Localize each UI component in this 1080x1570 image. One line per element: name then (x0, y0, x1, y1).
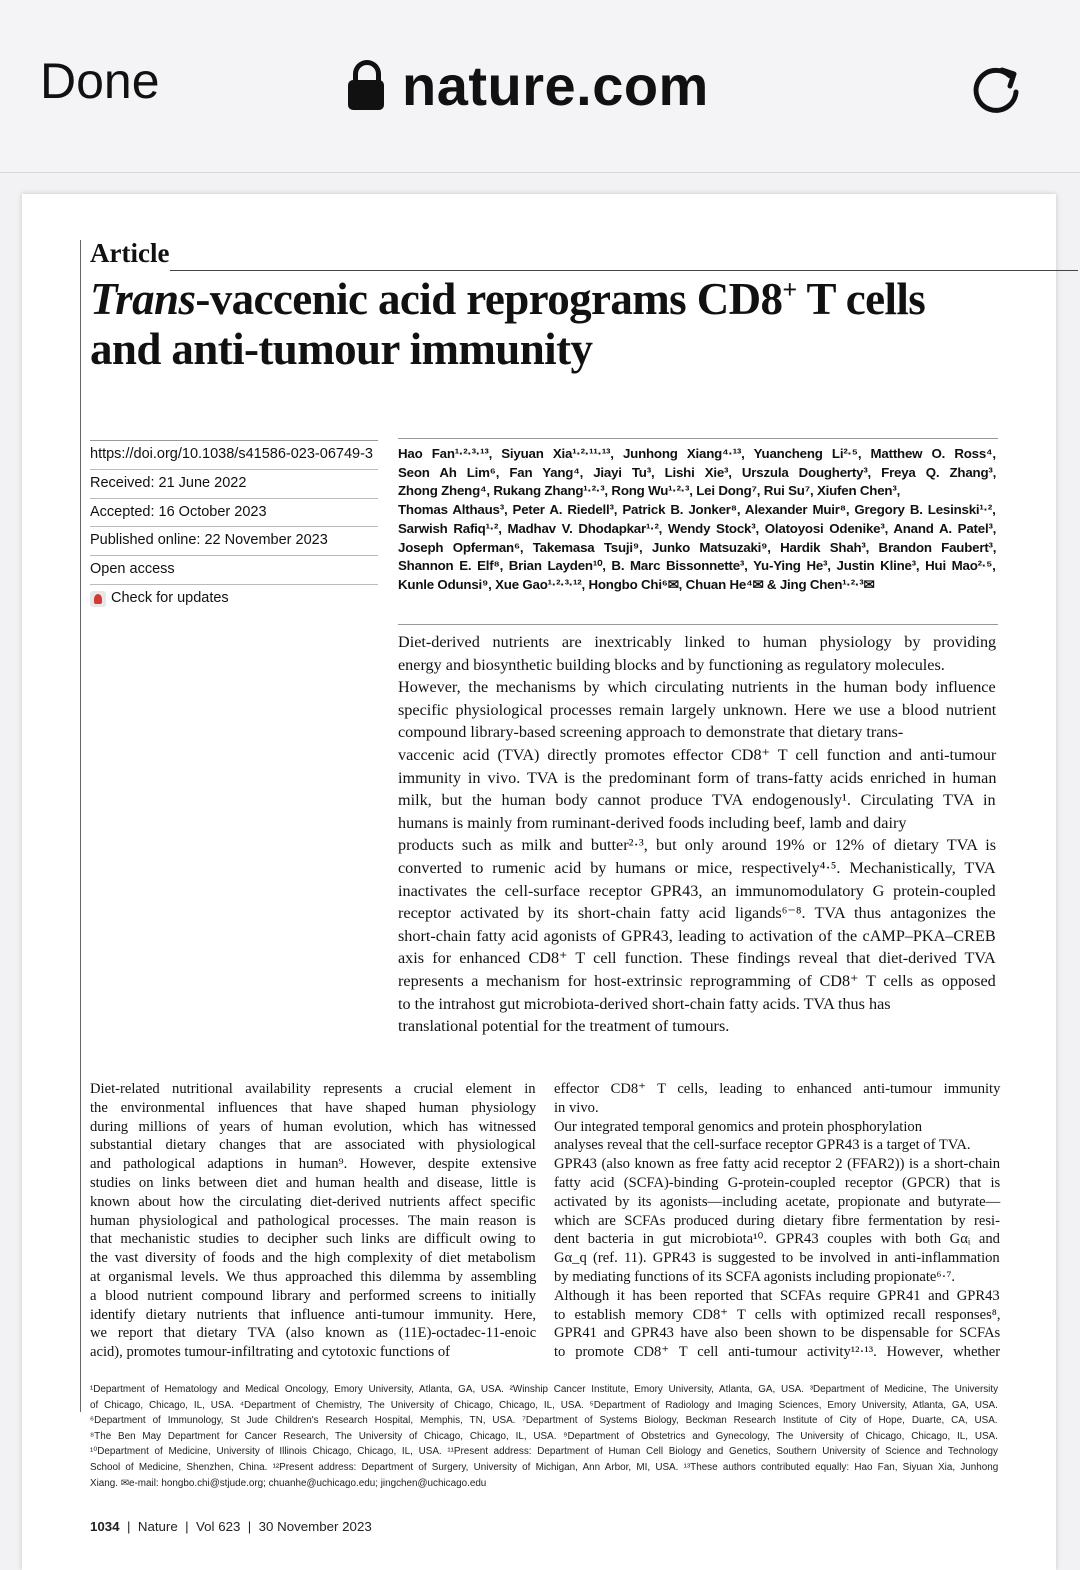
body-text-line: and pathological adaptions in human⁹. However, despite extensive (90, 1156, 537, 1173)
issue-date: 30 November 2023 (258, 1519, 372, 1534)
crossmark-icon (90, 591, 106, 607)
abstract-line: specific physiological processes remain largely unknown. Here we use a blood nutrient (398, 700, 997, 719)
address-bar[interactable] (348, 50, 709, 120)
body-text-line: analyses reveal that the cell-surface receptor GPR43 is a target of TVA. (554, 1137, 971, 1154)
body-column-1 (90, 1080, 536, 1362)
body-text-line: GPR41 and GPR43 have also been shown to be dispensable for SCFAs (554, 1325, 1001, 1342)
check-for-updates-link[interactable] (90, 584, 378, 613)
body-text-line: the vast diversity of foods and the high complexity of diet metabolism (90, 1250, 536, 1267)
body-text-line: a blood nutrient compound library and performed screens to initially (90, 1287, 537, 1304)
body-text-line: at organismal levels. We thus approached this dilemma by assembling (90, 1268, 537, 1285)
body-text-line: acid), promotes tumour-infiltrating and cytotoxic functions of (90, 1344, 451, 1361)
lock-icon (348, 60, 384, 110)
done-button[interactable]: Done (40, 53, 160, 109)
body-text-line: studies on links between diet and human health and disease, little is (90, 1174, 536, 1191)
article-metadata (90, 440, 378, 613)
open-access-label: Open access (90, 555, 378, 584)
page-footer: 1034 | Nature | Vol 623 | 30 November 2023 (90, 1519, 372, 1534)
body-text-line: human physiological and pathological processes. The main reason is (90, 1212, 536, 1229)
abstract-line: short-chain fatty acid agonists of GPR43, leading to activation of the cAMP–PKA–CREB (398, 926, 996, 945)
body-text-line: to promote CD8⁺ T cell anti-tumour activity¹²·¹³. However, whether (554, 1344, 1001, 1361)
body-text-line: known about how the circulating diet-derived nutrients affect specific (90, 1193, 536, 1210)
abstract-line: axis for enhanced CD8⁺ T cell function. These findings reveal that diet-derived TVA (398, 949, 996, 968)
affiliations-footnotes (90, 1382, 1000, 1491)
body-text-line: Although it has been reported that SCFAs require GPR41 and GPR43 (554, 1287, 1000, 1304)
body-text-line: substantial dietary changes that are associated with physiological (90, 1137, 536, 1154)
footnote-line: ⁶Department of Immunology, St Jude Children's Research Hospital, Memphis, TN, USA. ⁷Department of Systems Biology, Beckman Research Institute of City of Hope, Duarte, CA, USA. (90, 1415, 998, 1427)
volume: Vol 623 (196, 1519, 241, 1534)
abstract-line: represents a mechanism for host-extrinsic reprogramming of CD8⁺ T cells as opposed (398, 971, 996, 990)
abstract-line: converted to rumenic acid by humans or mice, respectively⁴·⁵. Mechanistically, TVA (398, 858, 996, 877)
author-line: Hao Fan¹·²·³·¹³, Siyuan Xia¹·²·¹¹·¹³, Junhong Xiang⁴·¹³, Yuancheng Li²·⁵, Matthew O. Ross⁴, (398, 446, 996, 461)
abstract-line: to the intrahost gut microbiota-derived short-chain fatty acids. TVA thus has (398, 994, 891, 1013)
body-text-line: identify dietary nutrients that influence anti-tumour immunity. Here, (90, 1306, 537, 1323)
pdf-page[interactable] (22, 194, 1056, 1570)
published-date: Published online: 22 November 2023 (90, 526, 378, 555)
footnote-line: School of Medicine, Shenzhen, China. ¹²Present address: Department of Surgery, University of Michigan, Ann Arbor, MI, USA. ¹³These authors contributed equally: Hao Fan, Siyuan Xia, Junhong (90, 1461, 999, 1473)
abstract-line: immunity in vivo. TVA is the predominant form of trans-fatty acids enriched in human (398, 768, 997, 787)
body-text-line: Our integrated temporal genomics and protein phosphorylation (554, 1118, 922, 1135)
check-updates-label: Check for updates (111, 589, 229, 606)
journal-name: Nature (137, 1519, 178, 1534)
body-text-line: effector CD8⁺ T cells, leading to enhanced anti-tumour immunity (554, 1081, 1001, 1097)
abstract-line: inactivates the cell-surface receptor GPR43, an immunomodulatory G protein-coupled (398, 881, 996, 900)
doi-link[interactable]: https://doi.org/10.1038/s41586-023-06749-3 (90, 440, 378, 469)
body-text-line: dent bacteria in gut microbiota¹⁰. GPR43 couples with both Gαᵢ and (554, 1231, 1000, 1248)
body-text-line: the environmental influences that have shaped human physiology (90, 1099, 537, 1116)
page-number: 1034 (90, 1519, 120, 1534)
author-line: Zhong Zheng⁴, Rukang Zhang¹·²·³, Rong Wu¹·²·³, Lei Dong⁷, Rui Su⁷, Xiufen Chen³, (398, 483, 901, 499)
author-line: Thomas Althaus³, Peter A. Riedell³, Patrick B. Jonker⁸, Alexander Muir⁸, Gregory B. Lesinski¹·², (398, 502, 996, 518)
abstract-line: translational potential for the treatment of tumours. (398, 1017, 730, 1036)
author-line: Sarwish Rafiq¹·², Madhav V. Dhodapkar¹·², Wendy Stock³, Olatoyosi Odenike³, Anand A. Patel³, (398, 520, 997, 536)
title-sup: + (782, 275, 797, 304)
body-text-line: during millions of years of human evolution, which has witnessed (90, 1118, 537, 1135)
body-text-line: Gα_q (ref. 11). GPR43 is suggested to be involved in anti-inflammation (554, 1250, 1000, 1267)
author-line: Kunle Odunsi⁹, Xue Gao¹·²·³·¹², Hongbo Chi⁶✉, Chuan He⁴✉ & Jing Chen¹·²·³✉ (398, 576, 875, 592)
url-text: nature.com (402, 53, 709, 117)
accepted-date: Accepted: 16 October 2023 (90, 498, 378, 527)
abstract-line: vaccenic acid (TVA) directly promotes effector CD8⁺ T cell function and anti-tumour (398, 745, 997, 764)
title-line1-end: T cells (796, 274, 926, 324)
author-line: Shannon E. Elf⁸, Brian Layden¹⁰, B. Marc Bissonnette³, Yu-Ying He³, Justin Kline³, Hui Mao²·⁵, (398, 558, 996, 574)
footnote-line: of Chicago, Chicago, IL, USA. ⁴Department of Chemistry, The University of Chicago, Chicago, IL, USA. ⁵Department of Radiology and Imaging Sciences, Emory University, Atlanta, GA, USA. (90, 1399, 998, 1411)
footnote-line: Xiang. ✉e-mail: hongbo.chi@stjude.org; chuanhe@uchicago.edu; jingchen@uchicago.edu (90, 1477, 487, 1489)
abstract-line: compound library-based screening approach to demonstrate that dietary trans- (398, 723, 904, 742)
author-list (398, 438, 998, 595)
abstract-line: Diet-derived nutrients are inextricably linked to human physiology by providing (398, 633, 997, 651)
footnote-line: ⁸The Ben May Department for Cancer Research, The University of Chicago, Chicago, IL, USA. ⁹Department of Obstetrics and Gynecology, The University of Chicago, Chicago, IL, USA. (90, 1430, 998, 1442)
abstract-line: energy and biosynthetic building blocks and by functioning as regulatory molecules. (398, 655, 945, 674)
author-line: Joseph Opferman⁶, Takemasa Tsuji⁹, Junko Matsuzaki⁹, Hardik Shah³, Brandon Faubert³, (398, 539, 997, 555)
body-text-line: we report that dietary TVA (also known as (11E)-octadec-11-enoic (90, 1325, 537, 1342)
abstract-line: humans is mainly from ruminant-derived foods including beef, lamb and dairy (398, 813, 907, 832)
body-text-line: to establish memory CD8⁺ T cells with optimized recall responses⁸, (554, 1306, 1001, 1323)
body-text-line: in vivo. (554, 1099, 599, 1116)
article-title (90, 274, 1030, 374)
header-rule (170, 270, 1078, 271)
abstract (398, 624, 998, 1038)
received-date: Received: 21 June 2022 (90, 469, 378, 498)
footnote-line: ¹Department of Hematology and Medical Oncology, Emory University, Atlanta, GA, USA. ²Winship Cancer Institute, Emory University, Atlanta, GA, USA. ³Department of Medicine, The University (90, 1384, 999, 1395)
title-italic: Trans (90, 274, 196, 324)
browser-toolbar (0, 0, 1080, 173)
body-text-line: fatty acid (SCFA)-binding G-protein-coupled receptor (GPCR) that is (554, 1174, 1001, 1191)
title-line1: -vaccenic acid reprograms CD8 (195, 274, 783, 324)
title-line2: and anti-tumour immunity (90, 324, 593, 374)
abstract-line: products such as milk and butter²·³, but only around 19% or 12% of dietary TVA is (398, 836, 997, 855)
footnote-line: ¹⁰Department of Medicine, University of Illinois Chicago, Chicago, IL, USA. ¹¹Present address: Department of Human Cell Biology and Genetics, Southern University of Science and Technology (90, 1446, 998, 1458)
reload-icon[interactable] (966, 60, 1026, 120)
author-line: Seon Ah Lim⁶, Fan Yang⁴, Jiayi Tu³, Lishi Xie³, Urszula Dougherty³, Freya Q. Zhang³, (398, 464, 997, 480)
abstract-line: receptor activated by its short-chain fatty acid ligands⁶⁻⁸. TVA thus antagonizes the (398, 904, 996, 923)
body-column-2 (554, 1080, 1000, 1362)
body-text-line: which are SCFAs produced during dietary fibre fermentation by resi- (554, 1212, 1000, 1229)
body-text-line: by mediating functions of its SCFA agonists including propionate⁶·⁷. (554, 1268, 956, 1285)
margin-rule (80, 240, 81, 1412)
body-text-line: Diet-related nutritional availability represents a crucial element in (90, 1081, 536, 1097)
article-type-label: Article (90, 238, 170, 268)
abstract-line: milk, but the human body cannot produce TVA endogenously¹. Circulating TVA in (398, 791, 996, 810)
body-text-line: GPR43 (also known as free fatty acid receptor 2 (FFAR2)) is a short-chain (554, 1156, 1000, 1173)
body-text-line: that mechanistic studies to decipher such links are difficult owing to (90, 1231, 536, 1248)
abstract-line: However, the mechanisms by which circulating nutrients in the human body influence (398, 678, 996, 697)
body-text-line: activated by its agonists—including acetate, propionate and butyrate— (554, 1193, 1001, 1210)
